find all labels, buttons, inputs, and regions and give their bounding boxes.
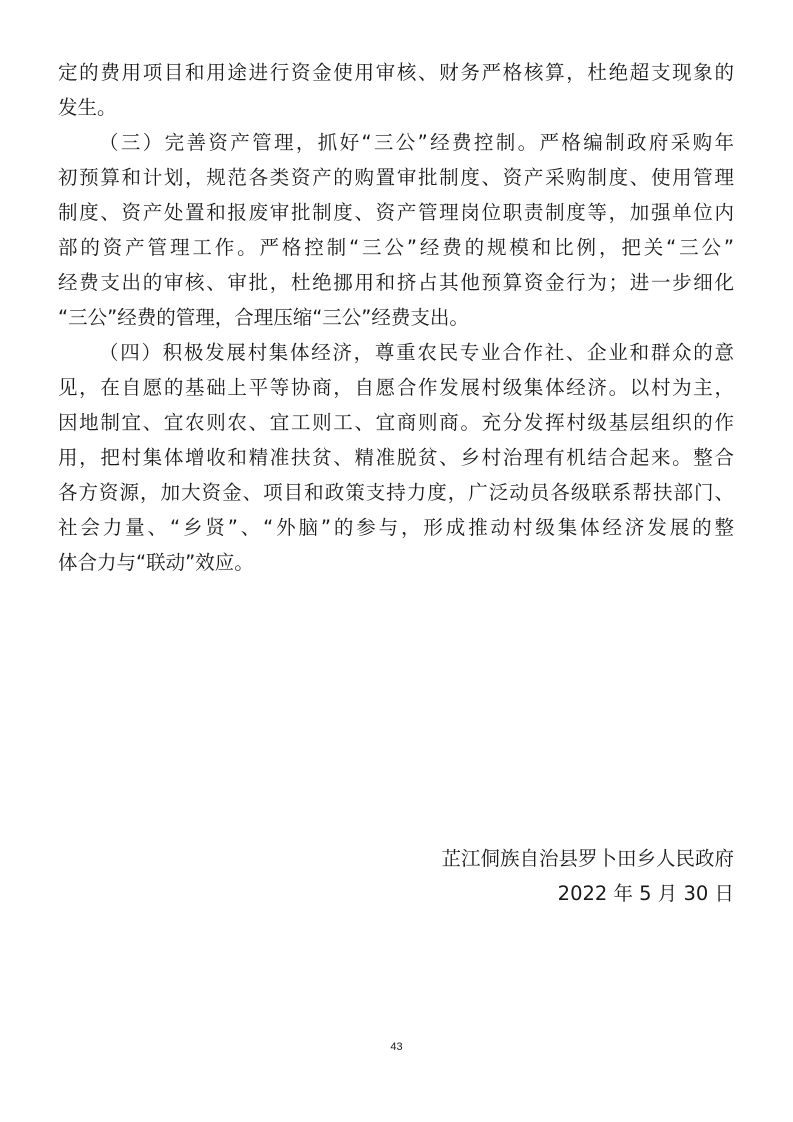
page-number: 43 [390, 1041, 403, 1053]
body-line: 定的费用项目和用途进行资金使用审核、财务严格核算，杜绝超支现象的 [58, 61, 734, 84]
body-line: 社会力量、“乡贤”、“外脑”的参与，形成推动村级集体经济发展的整 [58, 516, 734, 539]
body-line: 经费支出的审核、审批，杜绝挪用和挤占其他预算资金行为；进一步细化 [58, 271, 734, 294]
signature-organization: 芷江侗族自治县罗卜田乡人民政府 [441, 847, 734, 870]
body-line: 制度、资产处置和报废审批制度、资产管理岗位职责制度等，加强单位内 [58, 201, 734, 224]
body-line: 用，把村集体增收和精准扶贫、精准脱贫、乡村治理有机结合起来。整合 [58, 446, 734, 469]
body-line: 各方资源，加大资金、项目和政策支持力度，广泛动员各级联系帮扶部门、 [58, 481, 734, 504]
body-line: 初预算和计划，规范各类资产的购置审批制度、资产采购制度、使用管理 [58, 166, 734, 189]
body-line: 因地制宜、宜农则农、宜工则工、宜商则商。充分发挥村级基层组织的作 [58, 411, 734, 434]
body-line: （三）完善资产管理，抓好“三公”经费控制。严格编制政府采购年 [99, 131, 734, 154]
body-line: 体合力与“联动”效应。 [58, 551, 254, 574]
body-line: “三公”经费的管理，合理压缩“三公”经费支出。 [58, 306, 469, 329]
body-line: 见，在自愿的基础上平等协商，自愿合作发展村级集体经济。以村为主， [58, 376, 734, 399]
body-line: 发生。 [58, 96, 117, 119]
body-line: 部的资产管理工作。严格控制“三公”经费的规模和比例，把关“三公” [58, 236, 734, 259]
body-line: （四）积极发展村集体经济，尊重农民专业合作社、企业和群众的意 [99, 341, 734, 364]
signature-date: 2022 年 5 月 30 日 [557, 882, 734, 905]
